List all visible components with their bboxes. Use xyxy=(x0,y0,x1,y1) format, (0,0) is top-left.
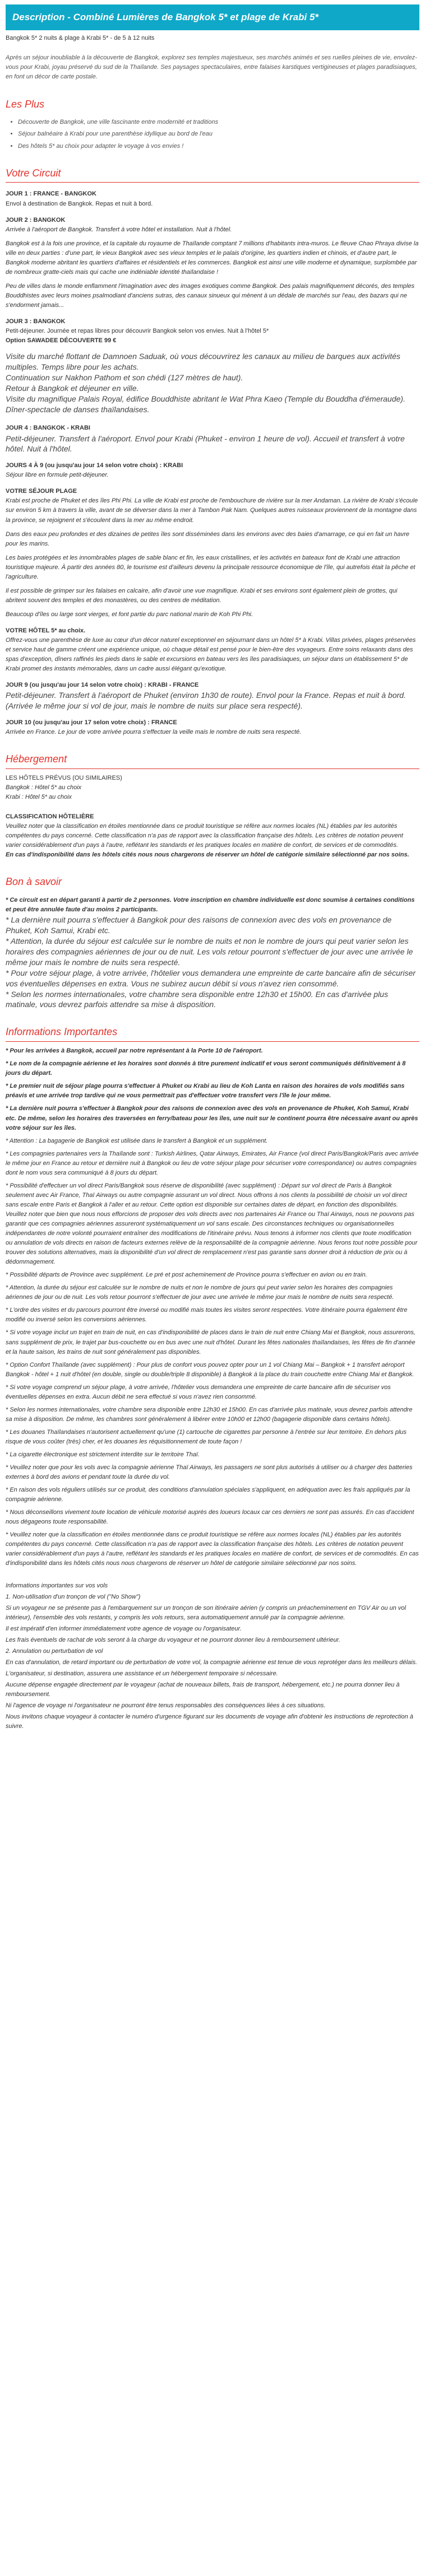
plus-item: • Des hôtels 5* au choix pour adapter le voyage à vos envies ! xyxy=(18,142,419,151)
plus-item: • Découverte de Bangkok, une ville fascinante entre modernité et traditions xyxy=(18,118,419,127)
flight-info-line: Si un voyageur ne se présente pas à l'embarquement sur un tronçon de son itinéraire aérien (y compris un préacheminement en TGV Air ou un vol intérieur), l'ensemble des vols restants, y compris les vols retours, sera automatiquement annulé par la compagnie aérienne. xyxy=(6,1604,406,1621)
day-heading: JOUR 3 : BANGKOK xyxy=(6,318,66,325)
info-item: * L'ordre des visites et du parcours pourront être inversé ou modifié mais toutes les visites seront respectées. Votre itinéraire pourra également être modifié ou inversé selon les conversions aériennes. xyxy=(6,1307,408,1324)
hotel-line: Bangkok : Hôtel 5* au choix xyxy=(6,784,82,791)
intro-text: Après un séjour inoubliable à la découverte de Bangkok, explorez ses temples majestueux, ses marchés animés et ses ruelles pleines de vie, envolez-vous pour Krabi, joyau préservé du sud de la Thaïlande. Ses paysages spectaculaires, entre falaises karstiques vertigineuses et plages paradisiaques, en font un décor de carte postale. xyxy=(6,54,417,81)
savoir-item: * La dernière nuit pourra s'effectuer à Bangkok pour des raisons de connexion avec des vols en provenance de Phuket, Koh Samui, Krabi etc. xyxy=(6,915,392,935)
info-item: * En raison des vols réguliers utilisés sur ce produit, des conditions d'annulation spéciales s'appliquent, en adéquation avec les frais appliqués par la compagnie aérienne. xyxy=(6,1487,410,1503)
info-item: * Veuillez noter que pour les vols avec la compagnie aérienne Thaï Airways, les passagers ne sont plus autorisés à utiliser ou à charger des batteries externes à bord des avions et pendant toute la durée du vol. xyxy=(6,1464,413,1481)
info-item: * Le premier nuit de séjour plage pourra s'effectuer à Phuket ou Krabi au lieu de Koh Lanta en raison des horaires de vols modifiés sans préavis et une arrivée trop tardive qui ne vous permettrait pas d'effectuer votre transfert vers l'île le jour même. xyxy=(6,1083,405,1100)
page xyxy=(0,4,425,1731)
savoir-item: * Pour votre séjour plage, à votre arrivée, l'hôtelier vous demandera une empreinte de carte bancaire afin de sécuriser vos éventuelles dépenses en extra. Vous ne subirez aucun débit si vous n'avez rien consommé. xyxy=(6,968,416,988)
day-body: Bangkok est à la fois une province, et la capitale du royaume de Thaïlande comptant 7 millions d'habitants intra-muros. Le fleuve Chao Phraya divise la ville en deux parties : d'une part, le vieux Bangkok avec ses vieux temples et le palais d'origine, les quartiers indien et chinois, et d'autre part, le Bangkok moderne abritant les quartiers d'affaires et résidentiels et les commerces. Bangkok est ainsi une ville moderne et dynamique, surplombée par de nombreux gratte-ciels mais qui cache une indéniable identité thaïlandaise ! xyxy=(6,240,419,276)
info-item: * Possibilité départs de Province avec supplément. Le pré et post acheminement de Province pourra s'effectuer en avion ou en train. xyxy=(6,1271,367,1279)
info-item: * Option Confort Thaïlande (avec supplément) : Pour plus de confort vous pouvez opter pour un 1 vol Chiang Mai – Bangkok + 1 transfert aéroport Bangkok - hôtel + 1 nuit d'hôtel (en double, single ou double/triple 8 disponible) à Bangkok à la place du train couchette entre Chiang Mai et Bangkok. xyxy=(6,1361,414,1378)
day-heading: JOUR 9 (ou jusqu'au jour 14 selon votre choix) : KRABI - FRANCE xyxy=(6,682,199,689)
day-body: Arrivée à l'aéroport de Bangkok. Transfert à votre hôtel et installation. Nuit à l'hôtel. xyxy=(6,226,232,233)
flight-info-line: L'organisateur, si destination, assurera une assistance et un hébergement temporaire si nécessaire. xyxy=(6,1670,278,1677)
flight-info-block xyxy=(6,1581,419,1732)
option-line: Continuation sur Nakhon Pathom et son chédi (127 mètres de haut). xyxy=(6,372,243,382)
day-body: Peu de villes dans le monde enflamment l'imagination avec des images exotiques comme Bangkok. Des palais magnifiquement décorés, des temples Bouddhistes avec leurs moines psalmodiant d'anciens sutras, des canaux sinueux qui mènent à un dédale de marchés sur l'eau, des bazars qui ne s'endorment jamais... xyxy=(6,282,415,309)
flight-info-line: En cas d'annulation, de retard important ou de perturbation de votre vol, la compagnie aérienne est tenue de vous reprotéger dans les meilleurs délais. xyxy=(6,1659,418,1666)
savoir-item: * Ce circuit est en départ garanti à partir de 2 personnes. Votre inscription en chambre individuelle est donc soumise à certaines conditions et peut être annulée faute d'au moins 2 participants. xyxy=(6,897,415,914)
hotels-heading: LES HÔTELS PRÉVUS (OU SIMILAIRES) xyxy=(6,774,122,781)
savoir-block xyxy=(6,915,419,1010)
hebergement-heading: Hébergement xyxy=(6,752,419,769)
circuit-heading: Votre Circuit xyxy=(6,166,419,183)
plus-item: • Séjour balnéaire à Krabi pour une parenthèse idyllique au bord de l'eau xyxy=(18,129,419,139)
day-body: Arrivée en France. Le jour de votre arrivée pourra s'effectuer la veille mais le nombre de nuits sera respecté. xyxy=(6,729,302,736)
stay-body: Il est possible de grimper sur les falaises en calcaire, afin d'avoir une vue magnifique. Krabi et ses environs sont également plein de grottes, qui abritent souvent des temples et des monastères, ou des centres de méditation. xyxy=(6,587,398,604)
day-body: Petit-déjeuner. Journée et repas libres pour découvrir Bangkok selon vos envies. Nuit à l'hôtel 5* xyxy=(6,328,269,335)
day-heading: JOUR 1 : FRANCE - BANGKOK xyxy=(6,190,96,198)
infos-heading: Informations Importantes xyxy=(6,1024,419,1042)
stay-body: Les baies protégées et les innombrables plages de sable blanc et fin, les eaux cristallines, et les activités en bateaux font de Krabi une attraction touristique majeure. À partir des années 80, le tourisme est d'ailleurs devenu la principale ressource économique de l'île, qui autrefois était la pêche et l'agriculture. xyxy=(6,554,415,580)
flight-info-line: 1. Non-utilisation d'un tronçon de vol ("No Show") xyxy=(6,1593,141,1600)
option-label: Option SAWADEE DÉCOUVERTE 99 € xyxy=(6,337,117,344)
day-body: Petit-déjeuner. Transfert à l'aéroport de Phuket (environ 1h30 de route). Envol pour la France. Repas et nuit à bord. (Arrivée le même jour si vol de jour, mais le nombre de nuits sur place sera respecté). xyxy=(6,691,406,711)
info-item: * Le nom de la compagnie aérienne et les horaires sont donnés à titre purement indicatif et vous seront communiqués définitivement à 8 jours du départ. xyxy=(6,1060,406,1077)
hotel-line: Krabi : Hôtel 5* au choix xyxy=(6,794,72,801)
option-line: Retour à Bangkok et déjeuner en ville. xyxy=(6,383,139,393)
flight-info-line: Aucune dépense engagée directement par le voyageur (achat de nouveaux billets, frais de transport, hébergement, etc.) ne pourra donner lieu à remboursement. xyxy=(6,1681,400,1698)
classification-note: En cas d'indisponibilité dans les hôtels cités nous nous chargerons de réserver un hôtel de catégorie similaire sélectionné par nos soins. xyxy=(6,851,409,859)
option-line: Dîner-spectacle de danses thaïlandaises. xyxy=(6,404,150,414)
info-item: * Si votre voyage inclut un trajet en train de nuit, en cas d'indisponibilité de places dans le train de nuit entre Chiang Mai et Bangkok, nous assurerons, sans supplément de prix, le trajet par bus-couchette ou en bus avec une nuit d'hôtel. Durant les fêtes nationales thaïlandaises, les fêtes de fin d'année et la haute saison, les trains de nuit sont généralement pas disponibles. xyxy=(6,1329,415,1355)
classification-body: Veuillez noter que la classification en étoiles mentionnée dans ce produit touristique se réfère aux normes locales (NL) établies par les autorités compétentes du pays concerné. Cette classification n'a pas de rapport avec la classification française des hôtels. Les critères de notation peuvent varier considérablement d'un pays à l'autre, reflétant les standards et les pratiques locales en matière de confort, de services et de commodités. xyxy=(6,823,403,849)
plus-heading: Les Plus xyxy=(6,98,45,110)
flight-info-line: Informations importantes sur vos vols xyxy=(6,1582,108,1589)
hotel-heading: VOTRE HÔTEL 5* au choix. xyxy=(6,627,86,634)
day-heading: JOUR 10 (ou jusqu'au jour 17 selon votre choix) : FRANCE xyxy=(6,719,177,726)
hotel-body: Offrez-vous une parenthèse de luxe au cœur d'un décor naturel exceptionnel en séjournant dans un hôtel 5* à Krabi. Villas privées, plages préservées et service haut de gamme créent une expérience unique, où chaque détail est pensé pour le bien-être des voyageurs. Entre soins relaxants dans des spas d'exception, dîners raffinés les pieds dans le sable et excursions en bateau vers les îles paradisiaques, un séjour dans un établissement 5* de Krabi promet des instants mémorables, dans un cadre aussi élégant qu'exotique. xyxy=(6,636,416,673)
option-line: Visite du marché flottant de Damnoen Saduak, où vous découvrirez les canaux au milieu de barques aux activités multiples. Temps libre pour les achats. xyxy=(6,352,401,371)
page-subtitle: Bangkok 5* 2 nuits & plage à Krabi 5* - de 5 à 12 nuits xyxy=(6,35,155,42)
option-line: Visite du magnifique Palais Royal, édifice Bouddhiste abritant le Wat Phra Kaeo (Temple du Bouddha d'émeraude). xyxy=(6,394,405,403)
stay-heading: VOTRE SÉJOUR PLAGE xyxy=(6,488,77,495)
classification-heading: CLASSIFICATION HÔTELIÈRE xyxy=(6,813,94,821)
info-item: * Possibilité d'effectuer un vol direct Paris/Bangkok sous réserve de disponibilité (avec supplément) : Départ sur vol direct de Paris à Bangkok seulement avec Air France, Thaï Airways ou autre compagnie assurant un vol direct. Nous offrons à nos clients la possibilité de choisir un vol direct sans escale entre Paris et Bangkok à l'aller et au retour. Cette option est disponible sur certaines dates de départ, en fonction des disponibilités. Veuillez noter que bien que nous nous efforcions de proposer des vols directs avec nos partenaires Air France ou Thaï Airways, nous ne pouvons pas garantir que ces compagnies aériennes assureront systématiquement un vol sans escale. Des circonstances techniques ou organisationnelles indépendantes de notre volonté pourraient entraîner des modifications de l'itinéraire prévu. Nous tenons à informer nos clients que toute modification ou annulation de vols directs en raison de facteurs externes relève de la responsabilité de la compagnie aérienne. Nous ferons tout notre possible pour trouver des solutions alternatives, mais la disponibilité d'un vol direct de remplacement n'est pas garantie sans donner droit à réduction de prix ou à dédommagement. xyxy=(6,1182,418,1266)
flight-info-line: 2. Annulation ou perturbation de vol xyxy=(6,1647,103,1655)
infos-list xyxy=(6,1046,419,1568)
day-heading: JOUR 2 : BANGKOK xyxy=(6,216,66,223)
option-description xyxy=(6,351,419,414)
day-heading: JOURS 4 À 9 (ou jusqu'au jour 14 selon votre choix) : KRABI xyxy=(6,462,183,469)
info-item: * Pour les arrivées à Bangkok, accueil par notre représentant à la Porte 10 de l'aéroport. xyxy=(6,1047,263,1055)
stay-body: Krabi est proche de Phuket et des îles Phi Phi. La ville de Krabi est proche de l'embouchure de rivière sur la mer Andaman. La rivière de Krabi s'écoule sur environ 5 km à travers la ville, avant de se déverser dans la mer à Tambon Pak Nam. Quelques autres ruisseaux proviennent de la montagne dans la province, se rejoignent et s'écoulent dans la mer au même endroit. xyxy=(6,497,418,524)
info-item: * La dernière nuit pourra s'effectuer à Bangkok pour des raisons de connexion avec des vols en provenance de Phuket, Koh Samui, Krabi etc. De même, selon les horaires des traversées en ferry/bateau pour les îles, une nuit sur le continent pourra être nécessaire avant ou après votre séjour sur les îles. xyxy=(6,1105,418,1131)
savoir-heading: Bon à savoir xyxy=(6,876,62,888)
info-item: * Veuillez noter que la classification en étoiles mentionnée dans ce produit touristique se réfère aux normes locales (NL) établies par les autorités compétentes du pays concerné. Cette classification n'a pas de rapport avec la classification française des hôtels. Les critères de notation peuvent varier considérablement d'un pays à l'autre, reflétant les standards et les pratiques locales en matière de confort, de services et de commodités. En cas d'indisponibilité dans les hôtels cités nous nous chargerons de réserver un hôtel de catégorie similaire sélectionné par nos soins. xyxy=(6,1531,419,1567)
stay-body: Dans des eaux peu profondes et des dizaines de petites îles sont disséminées dans les environs avec des baies d'amarrage, ce qui en fait un havre pour les marins. xyxy=(6,530,409,547)
day-body: Envol à destination de Bangkok. Repas et nuit à bord. xyxy=(6,200,153,207)
info-item: * Nous déconseillons vivement toute location de véhicule motorisé auprès des loueurs locaux car ces derniers ne sont pas assurés. En cas d'accident nous dégageons toute responsabilité. xyxy=(6,1509,414,1526)
savoir-item: * Selon les normes internationales, votre chambre sera disponible entre 12h30 et 15h00. En cas d'arrivée plus matinale, vous devrez parfois attendre sa mise à disposition. xyxy=(6,989,389,1009)
flight-info-line: Il est impératif d'en informer immédiatement votre agence de voyage ou l'organisateur. xyxy=(6,1625,242,1632)
day-body: Petit-déjeuner. Transfert à l'aéroport. Envol pour Krabi (Phuket - environ 1 heure de vol). Accueil et transfert à votre hôtel. Nuit à l'hôtel. xyxy=(6,434,405,454)
flight-info-line: Nous invitons chaque voyageur à contacter le numéro d'urgence figurant sur les documents de voyage afin d'obtenir les instructions de reprotection à suivre. xyxy=(6,1713,413,1730)
page-title: Description - Combiné Lumières de Bangkok 5* et plage de Krabi 5* xyxy=(6,4,419,30)
day-body: Séjour libre en formule petit-déjeuner. xyxy=(6,472,109,479)
plus-list xyxy=(18,118,419,151)
info-item: * Attention, la durée du séjour est calculée sur le nombre de nuits et non le nombre de jours qui peut varier selon les horaires des compagnies aériennes de jour ou de nuit. Les vols retour pourront s'effectuer de jour avec une arrivée le même jour mais le nombre de nuits sera respecté. xyxy=(6,1284,394,1301)
flight-info-line: Ni l'agence de voyage ni l'organisateur ne pourront être tenus responsables des conséquences liées à ces situations. xyxy=(6,1702,326,1709)
info-item: * Selon les normes internationales, votre chambre sera disponible entre 12h30 et 15h00. En cas d'arrivée plus matinale, vous devrez parfois attendre sa mise à disposition. De même, les chambres sont généralement à libérer entre 10h00 et 12h00 (bagagerie disponible dans certains hôtels). xyxy=(6,1406,413,1423)
info-item: * Si votre voyage comprend un séjour plage, à votre arrivée, l'hôtelier vous demandera une empreinte de carte bancaire afin de sécuriser vos éventuelles dépenses en extra. Aucun débit ne sera effectué si vous n'avez rien consommé. xyxy=(6,1384,391,1400)
info-item: * La cigarette électronique est strictement interdite sur le territoire Thaï. xyxy=(6,1451,200,1458)
savoir-item: * Attention, la durée du séjour est calculée sur le nombre de nuits et non le nombre de jours qui peut varier selon les horaires des compagnies aériennes de jour ou de nuit. Les vols retour pourront s'effectuer de jour avec une arrivée le même jour mais le nombre de nuits sera respecté. xyxy=(6,937,413,967)
flight-info-line: Les frais éventuels de rachat de vols seront à la charge du voyageur et ne pourront donner lieu à remboursement ultérieur. xyxy=(6,1636,340,1643)
info-item: * Les compagnies partenaires vers la Thaïlande sont : Turkish Airlines, Qatar Airways, Emirates, Air France (vol direct Paris/Bangkok/Paris avec arrivée le même jour en France au retour et dernière nuit à Bangkok ou lieu de votre séjour plage pour sécuriser votre correspondance) ou autres compagnies dont le nom vous sera communiqué à 8 jours du départ. xyxy=(6,1150,419,1176)
day-heading: JOUR 4 : BANGKOK - KRABI xyxy=(6,425,90,432)
info-item: * Les douanes Thaïlandaises n'autorisent actuellement qu'une (1) cartouche de cigarettes par personne à l'entrée sur leur territoire. En dehors plus risque de vous coûter (très) cher, et les douanes les réquisitionnement de toute façon ! xyxy=(6,1428,406,1445)
info-item: * Attention : La bagagerie de Bangkok est utilisée dans le transfert à Bangkok et un supplément. xyxy=(6,1137,268,1144)
stay-body: Beaucoup d'îles ou large sont vierges, et font partie du parc national marin de Koh Phi Phi. xyxy=(6,611,253,618)
